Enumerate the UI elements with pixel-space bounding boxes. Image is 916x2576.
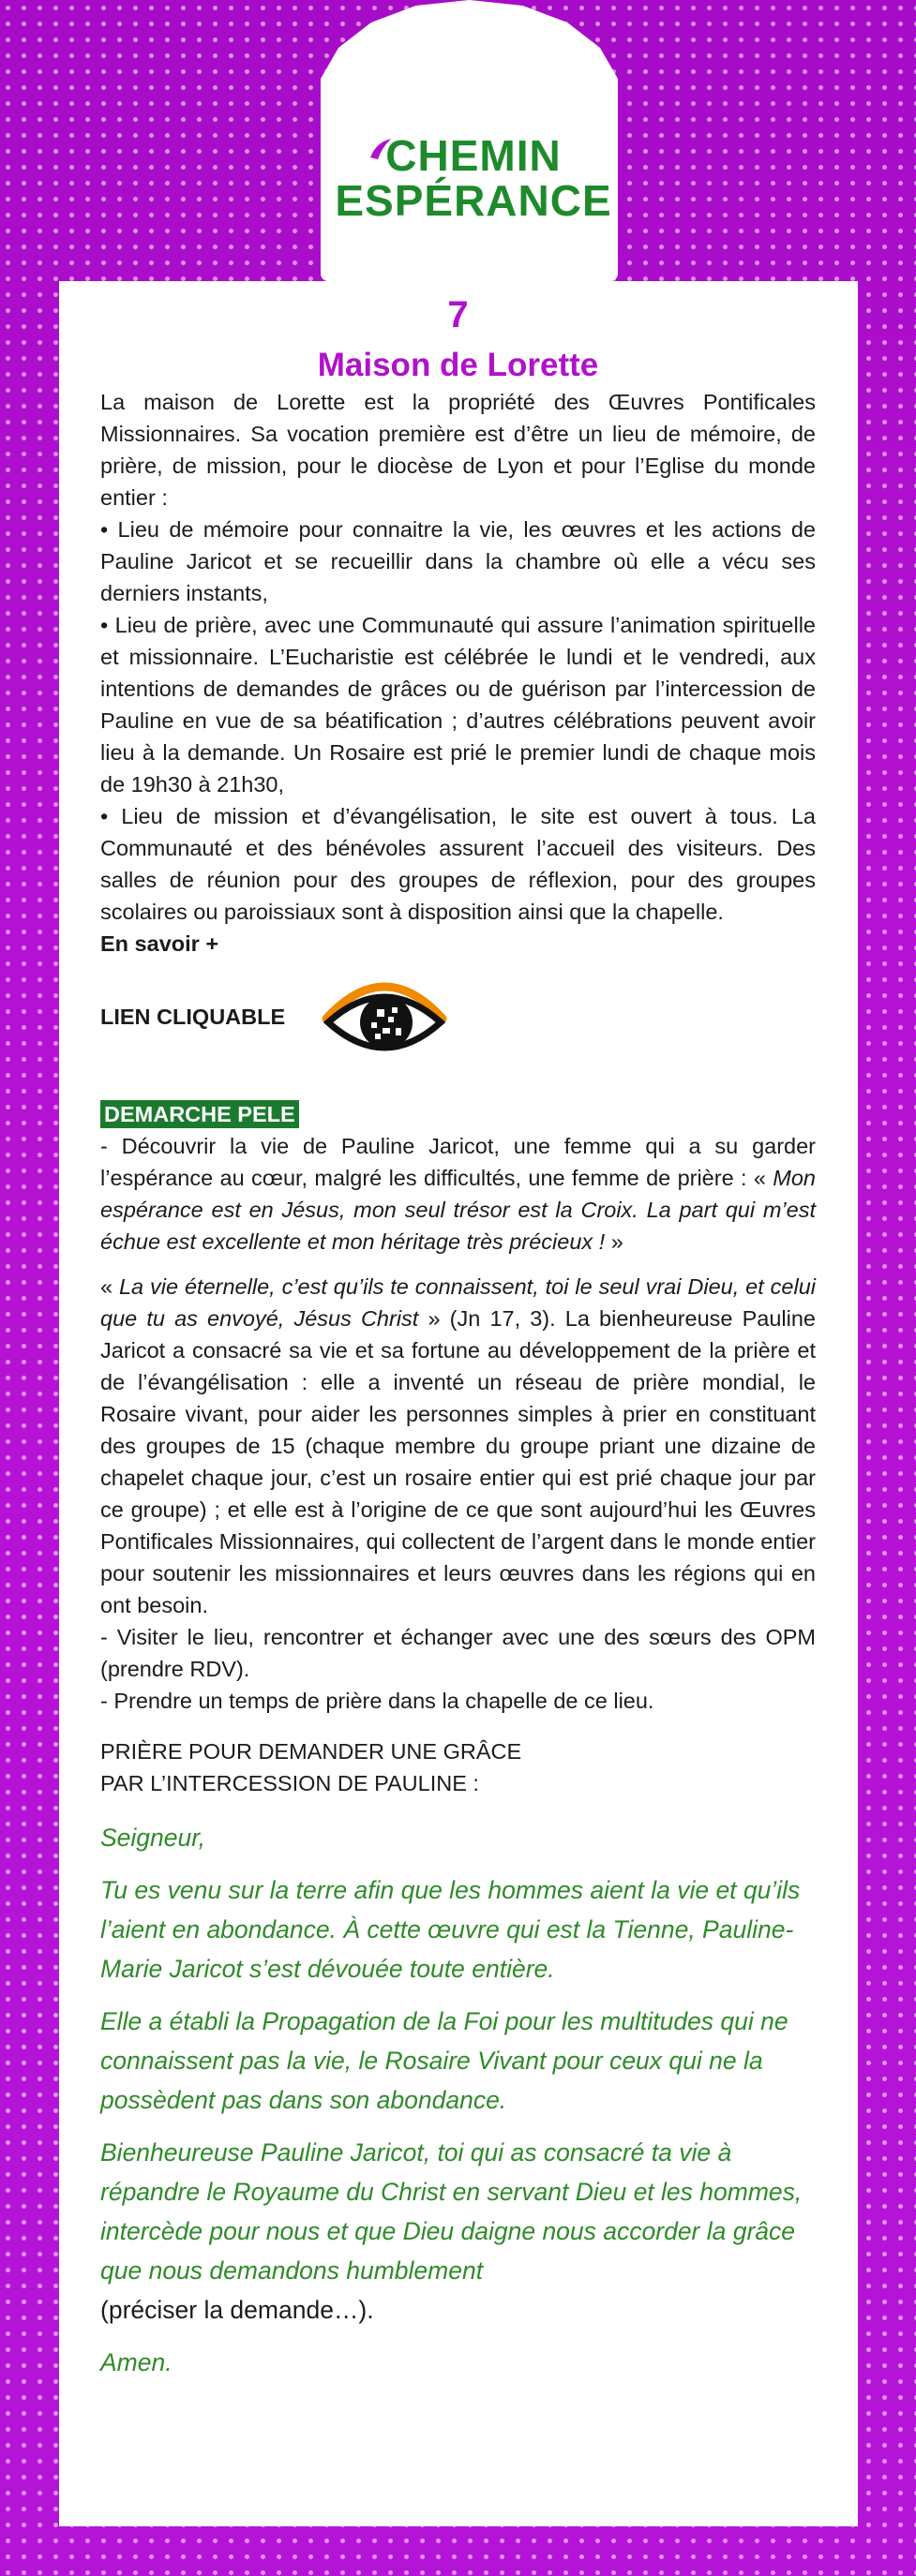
demarche-p1: - Découvrir la vie de Pauline Jaricot, une femme qui a su garder l’espérance au cœur, malgré les difficultés, une femme de prière : « Mon espérance est en Jésus, mon seul trésor est la Croix. La part qui m’est échue est excellente et mon héritage très précieux ! » bbox=[100, 1134, 816, 1254]
prayer-para1: Tu es venu sur la terre afin que les hommes aient la vie et qu’ils l’aient en abondance. À cette œuvre qui est la Tienne, Pauline-Marie Jaricot s’est dévouée toute entière. bbox=[100, 1876, 801, 1983]
bullet-priere: • Lieu de prière, avec une Communauté qui assure l’animation spirituelle et missionnaire. L’Eucharistie est célébrée le lundi et le vendredi, aux intentions de demandes de grâces ou de guérison par l’intercession de Pauline en vue de sa béatification ; d’autres célébrations peuvent avoir lieu à la demande. Un Rosaire est prié le premier lundi de chaque mois de 19h30 à 21h30, bbox=[100, 613, 816, 797]
bullet-memoire: • Lieu de mémoire pour connaitre la vie, les œuvres et les actions de Pauline Jaricot et se recueillir dans la chambre où elle a vécu ses derniers instants, bbox=[100, 517, 816, 605]
prayer-heading-1: PRIÈRE POUR DEMANDER UNE GRÂCE bbox=[100, 1739, 522, 1764]
demarche-p3: - Visiter le lieu, rencontrer et échanger avec une des sœurs des OPM (prendre RDV). bbox=[100, 1625, 816, 1681]
prayer-para3-end: (préciser la demande…). bbox=[100, 2296, 374, 2324]
demarche-p2: « La vie éternelle, c’est qu’ils te connaissent, toi le seul vrai Dieu, et celui que tu as envoyé, Jésus Christ » (Jn 17, 3). La bienheureuse Pauline Jaricot a consacré sa vie et sa fortune au développement de la prière et de l’évangélisation : elle a inventé un réseau de prière mondial, le Rosaire vivant, pour aider les personnes simples à prier en constituant des groupes de 15 (chaque membre du groupe priant une dizaine de chapelet chaque jour, c’est un rosaire entier qui est prié chaque jour par ce groupe) ; et elle est à l’origine de ce que sont aujourd’hui les Œuvres Pontificales Missionnaires, qui collectent de l’argent dans le monde entier pour soutenir les missionnaires et leurs œuvres dans les régions qui en ont besoin. bbox=[100, 1274, 817, 1617]
bullet-mission: • Lieu de mission et d’évangélisation, le site est ouvert à tous. La Communauté et des bénévoles assurent l’accueil des visiteurs. Des salles de réunion pour des groupes de réflexion, pour des groupes scolaires ou paroissiaux sont à disposition ainsi que la chapelle. bbox=[100, 804, 816, 924]
demarche-pele-tag: DEMARCHE PELE bbox=[100, 1100, 299, 1128]
intro-paragraph: La maison de Lorette est la propriété des Œuvres Pontificales Missionnaires. Sa vocation première est d’être un lieu de mémoire, de prière, de mission, pour le diocèse de Lyon et pour l’Eglise du monde entier : bbox=[100, 390, 816, 510]
logo bbox=[333, 133, 614, 223]
prayer-para3: Bienheureuse Pauline Jaricot, toi qui as consacré ta vie à répandre le Royaume du Christ en servant Dieu et les hommes, intercède pour nous et que Dieu daigne nous accorder la grâce que nous demandons humblement bbox=[100, 2138, 803, 2285]
page-title: Maison de Lorette bbox=[317, 347, 599, 383]
prayer-heading-2: PAR L’INTERCESSION DE PAULINE : bbox=[100, 1771, 479, 1795]
lien-row bbox=[100, 965, 816, 1068]
logo-swoosh-icon bbox=[368, 137, 393, 161]
content bbox=[100, 281, 816, 2382]
logo-line2: ESPÉRANCE bbox=[335, 176, 612, 225]
eye-icon[interactable] bbox=[319, 968, 450, 1065]
stop-number: 7 bbox=[447, 294, 469, 335]
prayer-para2: Elle a établi la Propagation de la Foi pour les multitudes qui ne connaissent pas la vie, le Rosaire Vivant pour ceux qui ne la possèdent pas dans son abondance. bbox=[100, 2007, 788, 2114]
demarche-p4: - Prendre un temps de prière dans la chapelle de ce lieu. bbox=[100, 1689, 654, 1713]
prayer-amen: Amen. bbox=[100, 2348, 173, 2376]
lien-cliquable[interactable]: LIEN CLIQUABLE bbox=[100, 1005, 286, 1029]
prayer-seigneur: Seigneur, bbox=[100, 1824, 205, 1852]
logo-line1: CHEMIN bbox=[333, 133, 614, 178]
en-savoir-label: En savoir + bbox=[100, 931, 219, 956]
